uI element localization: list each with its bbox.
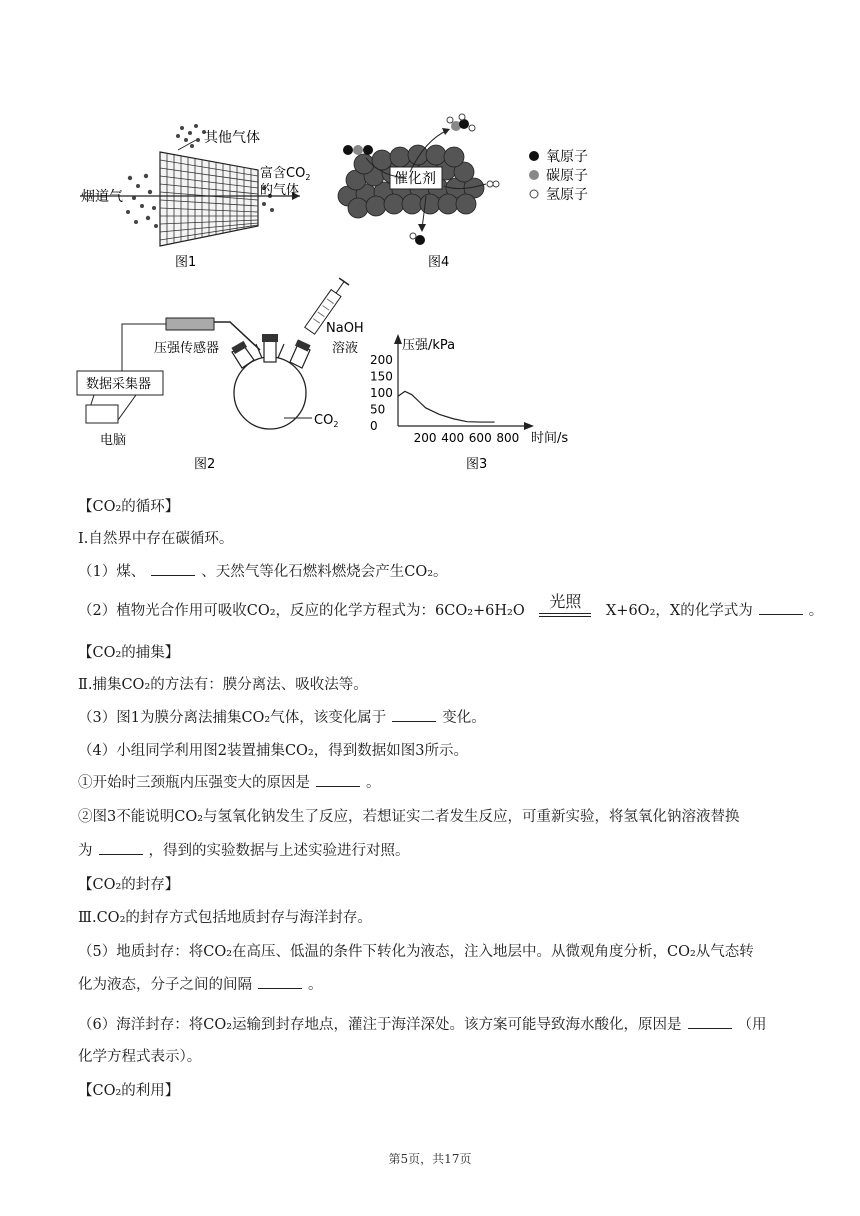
caption-fig1: 图1 [175, 255, 197, 270]
answer-blank-4-2[interactable] [99, 840, 143, 855]
question-2 [78, 592, 824, 622]
paragraph-storage-methods: Ⅲ.CO₂的封存方式包括地质封存与海洋封存。 [78, 910, 372, 926]
reaction-condition: 光照 [535, 604, 595, 620]
question-1 [78, 561, 790, 583]
figure-3-chart [370, 334, 568, 472]
caption-fig3: 图3 [466, 457, 488, 472]
x-tick-label: 400 [441, 431, 465, 445]
heading-co2-storage: 【CO₂的封存】 [78, 877, 180, 893]
figure-2 [77, 278, 364, 472]
heading-co2-use: 【CO₂的利用】 [78, 1083, 180, 1099]
label-other-gas: 其他气体 [204, 130, 260, 146]
q2-text-b: X+6O₂，X的化学式为 [605, 603, 753, 619]
x-tick-label: 600 [468, 431, 492, 445]
x-tick-label: 800 [496, 431, 520, 445]
legend-oxygen: 氧原子 [546, 149, 588, 165]
question-4-2-line1: ②图3不能说明CO₂与氢氧化钠发生了反应，若想证实二者发生反应，可重新实验，将氢氧化钠溶液替换 [78, 809, 740, 825]
legend-hydrogen: 氢原子 [546, 187, 588, 203]
question-5-line2 [78, 974, 790, 996]
y-tick-label: 0 [370, 419, 378, 433]
answer-blank-5[interactable] [258, 974, 302, 989]
h2-molecule [487, 181, 499, 187]
label-naoh: NaOH [326, 321, 364, 336]
question-4-2-line2 [78, 840, 790, 862]
q4-2-text-b: 为 [78, 843, 93, 859]
y-tick-label: 100 [370, 386, 393, 400]
paragraph-carbon-cycle: Ⅰ.自然界中存在碳循环。 [78, 531, 234, 547]
question-6-line1 [78, 1014, 790, 1036]
q4-1-text-b: 。 [366, 775, 381, 791]
q6-text-b: （用 [737, 1017, 767, 1033]
label-co2-rich: 富含$CO_2$ [260, 166, 311, 182]
answer-blank-1[interactable] [151, 561, 195, 576]
legend-fig4 [529, 149, 588, 203]
q2-text-a: （2）植物光合作用可吸收CO₂，反应的化学方程式为：6CO₂+6H₂O [78, 603, 525, 619]
water-molecule [410, 233, 425, 245]
answer-blank-6[interactable] [688, 1014, 732, 1029]
q6-text-a: （6）海洋封存：将CO₂运输到封存地点，灌注于海洋深处。该方案可能导致海水酸化，原因是 [78, 1017, 682, 1033]
label-naoh-solution: 溶液 [332, 341, 359, 356]
q3-text-b: 变化。 [442, 710, 486, 726]
product-molecule [447, 114, 475, 131]
y-axis-label: 压强/kPa [402, 338, 456, 353]
figure-4 [338, 114, 588, 270]
answer-blank-3[interactable] [392, 707, 436, 722]
paragraph-capture-methods: Ⅱ.捕集CO₂的方法有：膜分离法、吸收法等。 [78, 677, 368, 693]
figures-area [0, 0, 860, 490]
pressure-sensor [166, 318, 214, 330]
label-pressure-sensor: 压强传感器 [154, 341, 220, 356]
label-catalyst: 催化剂 [394, 171, 436, 187]
question-5-line1: （5）地质封存：将CO₂在高压、低温的条件下转化为液态，注入地层中。从微观角度分析，CO₂从气态转 [78, 944, 754, 960]
membrane-grid [160, 152, 258, 246]
figure-1 [80, 124, 310, 270]
answer-blank-4-1[interactable] [316, 772, 360, 787]
heading-co2-capture: 【CO₂的捕集】 [78, 645, 180, 661]
label-data-collector: 数据采集器 [86, 377, 152, 392]
q3-text-a: （3）图1为膜分离法捕集CO₂气体，该变化属于 [78, 710, 387, 726]
page-footer: 第5页，共17页 [388, 1152, 472, 1166]
label-co2: $CO_2$ [314, 413, 339, 429]
legend-carbon: 碳原子 [546, 168, 588, 184]
label-flue-gas: 烟道气 [81, 189, 123, 205]
q2-text-c: 。 [808, 603, 824, 619]
y-tick-label: 200 [370, 353, 393, 367]
label-co2-rich-line2: 的气体 [260, 183, 300, 198]
q5-text-c: 。 [308, 977, 323, 993]
x-tick-label: 200 [413, 431, 437, 445]
question-6-line2: 化学方程式表示）。 [78, 1049, 202, 1065]
q1-text-a: （1）煤、 [78, 564, 146, 580]
q4-1-text-a: ①开始时三颈瓶内压强变大的原因是 [78, 775, 310, 791]
q1-text-b: 、天然气等化石燃料燃烧会产生CO₂。 [201, 564, 448, 580]
answer-blank-2[interactable] [759, 600, 803, 615]
caption-fig4: 图4 [428, 255, 450, 270]
label-computer: 电脑 [100, 433, 127, 448]
heading-co2-cycle: 【CO₂的循环】 [78, 499, 180, 515]
q4-2-text-c: ，得到的实验数据与上述实验进行对照。 [148, 843, 410, 859]
co2-molecule [343, 145, 373, 155]
question-3 [78, 707, 790, 729]
x-axis-label: 时间/s [531, 431, 569, 446]
question-4: （4）小组同学利用图2装置捕集CO₂，得到数据如图3所示。 [78, 743, 468, 759]
q5-text-b: 化为液态，分子之间的间隔 [78, 977, 252, 993]
y-tick-label: 150 [370, 369, 393, 384]
caption-fig2: 图2 [194, 457, 216, 472]
question-4-1 [78, 772, 790, 794]
pressure-series-line [398, 391, 495, 422]
y-tick-label: 50 [370, 402, 386, 417]
